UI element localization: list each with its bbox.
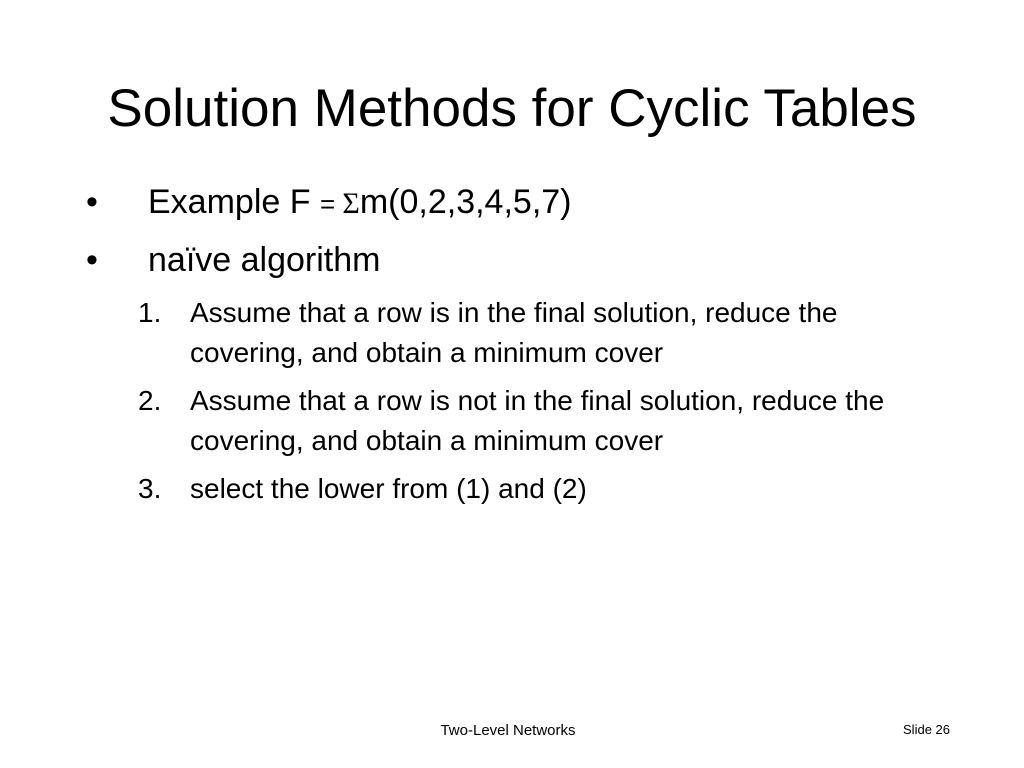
bullet-marker: • [86, 183, 98, 221]
step-number: 3. [138, 473, 162, 504]
step-text: select the lower from (1) and (2) [190, 473, 587, 504]
sigma-symbol: Σ [342, 187, 360, 220]
step-text: Assume that a row is in the final solution, reduce the covering, and obtain a minimum cover [190, 297, 838, 368]
minterm-list: m(0,2,3,4,5,7) [359, 183, 572, 221]
step-number: 1. [138, 297, 162, 328]
bullet-item-algorithm [86, 238, 966, 296]
step-number: 2. [138, 385, 162, 416]
algorithm-label: naïve algorithm [148, 241, 381, 279]
bullet-marker: • [86, 241, 98, 279]
slide-number: Slide 26 [903, 722, 950, 737]
bullet-item-example [86, 180, 966, 238]
step-item [138, 293, 938, 373]
equals-sign: = [319, 189, 343, 219]
example-formula [148, 180, 572, 226]
footer-title: Two-Level Networks [440, 722, 576, 739]
example-prefix: Example F [148, 183, 320, 221]
step-item [138, 469, 938, 509]
step-item [138, 381, 938, 461]
step-text: Assume that a row is not in the final solution, reduce the covering, and obtain a minimum cover [190, 385, 885, 456]
slide-title: Solution Methods for Cyclic Tables [107, 79, 917, 138]
bullet-list [86, 180, 966, 296]
algorithm-steps [138, 293, 938, 517]
